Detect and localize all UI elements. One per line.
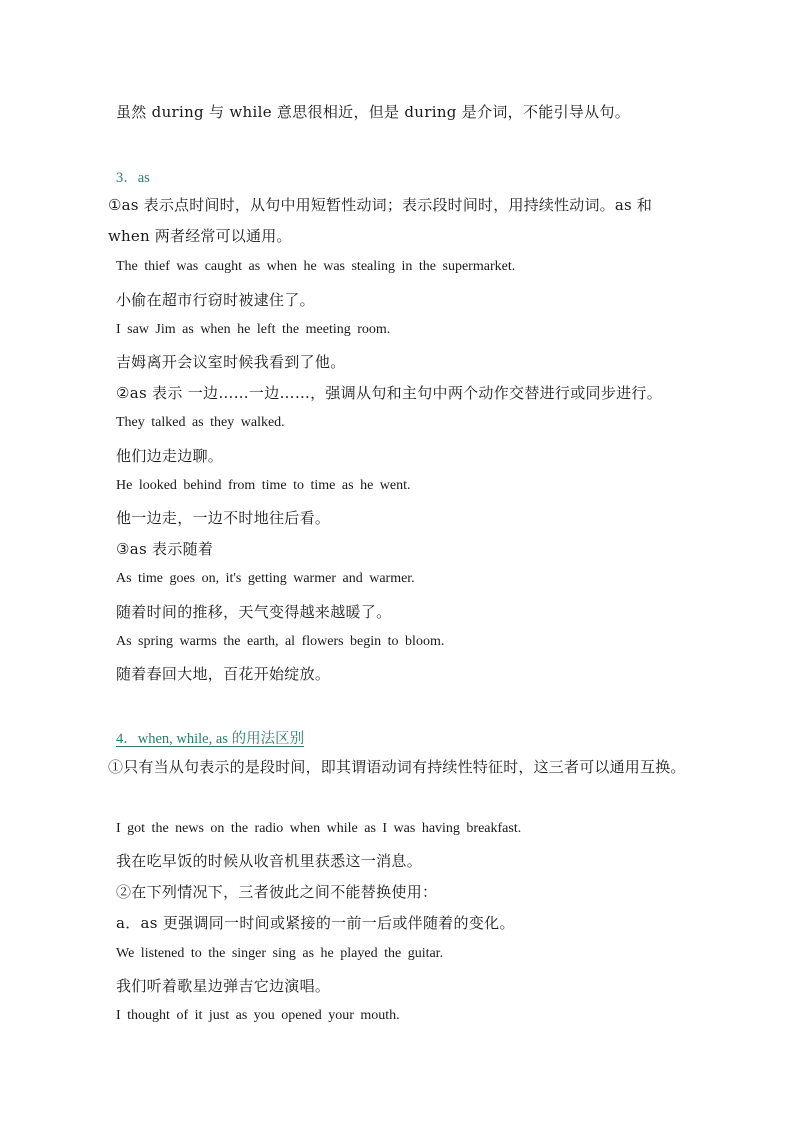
- rule-as-simultaneous: ②as 表示 一边……一边……，强调从句和主句中两个动作交替进行或同步进行。: [116, 384, 663, 402]
- example-translation: 他一边走，一边不时地往后看。: [116, 509, 331, 527]
- example-translation: 随着时间的推移，天气变得越来越暖了。: [116, 603, 392, 621]
- rule-a-as-emphasis: a．as 更强调同一时间或紧接的一前一后或伴随着的变化。: [116, 914, 515, 932]
- section-heading-when-while-as: 4．when, while, as 的用法区别: [116, 731, 305, 747]
- example-translation: 随着春回大地，百花开始绽放。: [116, 665, 331, 683]
- example-sentence: We listened to the singer sing as he played the guitar.: [116, 946, 444, 961]
- paragraph-during-while: 虽然 during 与 while 意思很相近，但是 during 是介词，不能引导从句。: [116, 103, 631, 121]
- example-translation: 我在吃早饭的时候从收音机里获悉这一消息。: [116, 852, 423, 870]
- rule-as-following: ③as 表示随着: [116, 540, 214, 558]
- example-sentence: They talked as they walked.: [116, 415, 285, 430]
- example-translation: 我们听着歌星边弹吉它边演唱。: [116, 977, 331, 995]
- example-sentence: I got the news on the radio when while as I was having breakfast.: [116, 821, 522, 836]
- example-sentence: As spring warms the earth, al flowers begin to bloom.: [116, 634, 445, 649]
- example-sentence: I thought of it just as you opened your mouth.: [116, 1008, 400, 1023]
- rule-as-point-time: ①as 表示点时间时，从句中用短暂性动词；表示段时间时，用持续性动词。as 和 when 两者经常可以通用。: [108, 196, 653, 245]
- example-sentence: The thief was caught as when he was stealing in the supermarket.: [116, 259, 516, 274]
- section-heading-as: 3．as: [116, 170, 150, 186]
- example-sentence: I saw Jim as when he left the meeting room.: [116, 322, 391, 337]
- example-translation: 吉姆离开会议室时候我看到了他。: [116, 353, 346, 371]
- rule-interchangeable: ①只有当从句表示的是段时间，即其谓语动词有持续性特征时，这三者可以通用互换。: [108, 758, 686, 776]
- rule-not-interchangeable: ②在下列情况下，三者彼此之间不能替换使用：: [116, 883, 438, 901]
- example-sentence: As time goes on, it's getting warmer and warmer.: [116, 571, 415, 586]
- example-translation: 小偷在超市行窃时被逮住了。: [116, 291, 315, 309]
- example-translation: 他们边走边聊。: [116, 447, 224, 465]
- example-sentence: He looked behind from time to time as he went.: [116, 478, 411, 493]
